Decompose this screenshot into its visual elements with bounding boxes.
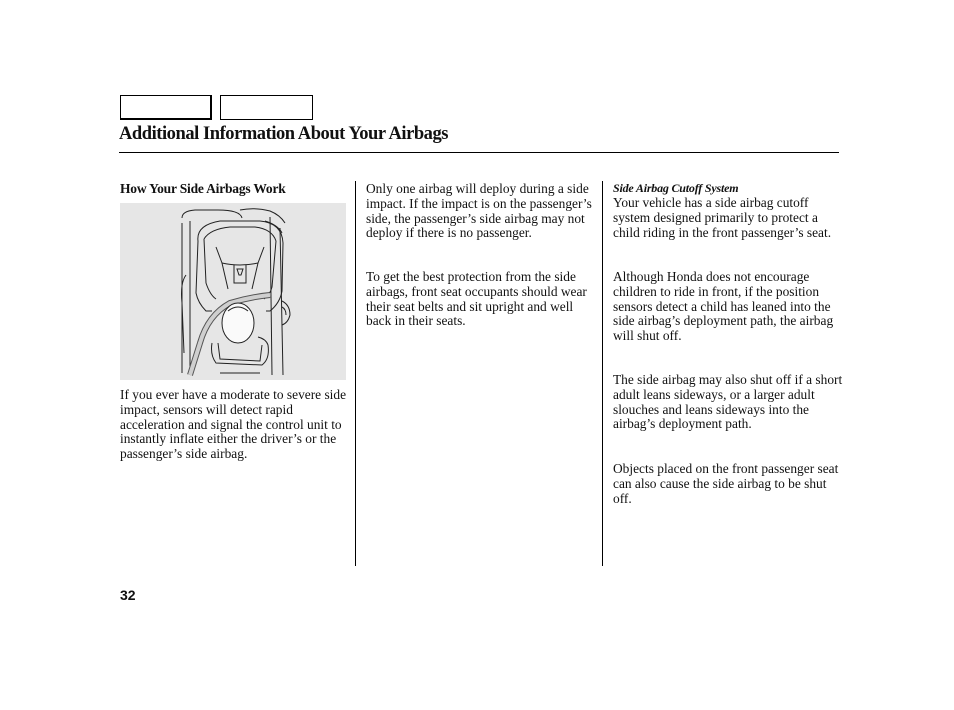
section-heading-side-airbags: How Your Side Airbags Work (120, 181, 286, 196)
page-number: 32 (120, 587, 136, 603)
right-paragraph-3: The side airbag may also shut off if a short adult leans sideways, or a larger adult slouches and leans sideways into the airbag’s deployment path. (613, 372, 843, 432)
column-divider-left (355, 181, 356, 566)
side-impact-paragraph: If you ever have a moderate to severe side impact, sensors will detect rapid acceleration and signal the control unit to instantly inflate either the driver’s or the passenger’s side airbag. (120, 387, 347, 462)
nav-button-index[interactable] (220, 95, 313, 120)
nav-button-contents[interactable] (120, 95, 212, 120)
page-title: Additional Information About Your Airbags (119, 124, 449, 144)
right-paragraph-1: Your vehicle has a side airbag cutoff system designed primarily to protect a child riding in the front passenger’s seat. (613, 195, 832, 240)
middle-paragraph-2: To get the best protection from the side airbags, front seat occupants should wear their seat belts and sit upright and well back in their seats. (366, 269, 587, 329)
section-heading-cutoff-system: Side Airbag Cutoff System (613, 181, 739, 195)
seat-occupant-illustration (120, 203, 346, 380)
right-paragraph-4: Objects placed on the front passenger seat can also cause the side airbag to be shut off. (613, 461, 839, 506)
middle-paragraph-1: Only one airbag will deploy during a side impact. If the impact is on the passenger’s side, the passenger’s side airbag may not deploy if there is no passenger. (366, 181, 592, 241)
right-paragraph-2: Although Honda does not encourage children to ride in front, if the position sensors detect a child has leaned into the side airbag’s deployment path, the airbag will shut off. (613, 269, 834, 344)
title-divider (119, 152, 839, 153)
column-divider-right (602, 181, 603, 566)
